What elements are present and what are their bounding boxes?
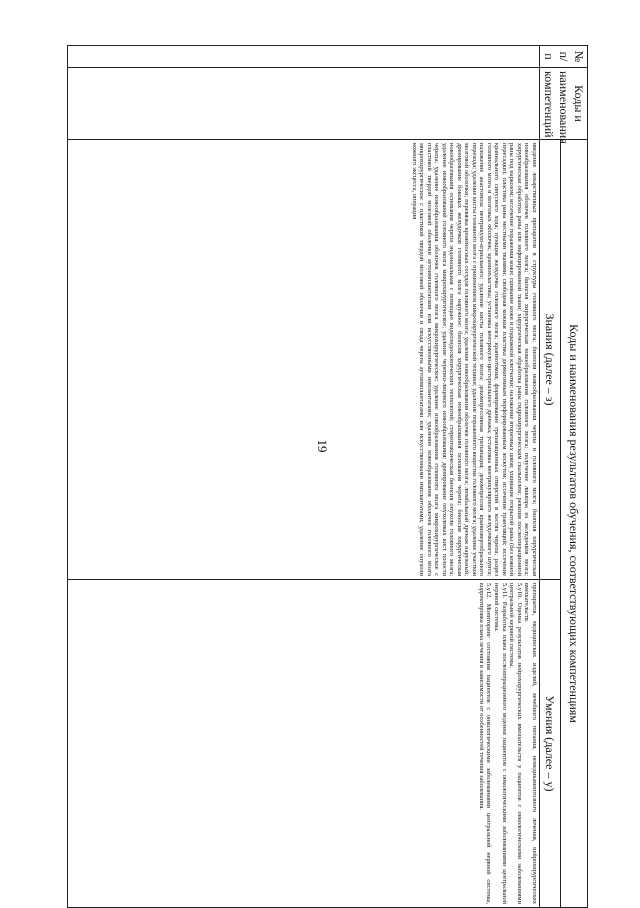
knowledge-text: введение лекарственных препаратов в структуры головного мозга; биопсия новообразования черепа и головного мозга; биопсия хирургическая новообразования оболочек головного мозга; биопсия хирургическая новообразования головного мозга; получение ликвора из желудочков мозга; хирургическая обработка раны или инфицированной ткани; хирургическая обработка раны гидрохирургическим скальпелем; ревизия послеоперационной раны под наркозом; иссечение поражения кожи; сшивание кожи и подкожной клетчатки; наложение вторичных швов; ушивание открытой раны (без кожной пересадки); пластика раны местными тканями; свободная кожная пластика дерматомным перфорированным лоскутом; иссечение грануляций; иссечение краниального синусного хода; пункция желудочка головного мозга; краниотомия; формирование трепанационных отверстий в костях черепа; разрез головного мозга и мозговых оболочек; краниопластика; установка вентрикуло-цистернального дренажа; установка вентрикулярного желудочкового шунта; наложение анастомоза вентрикуло-атриального; удаление кисты головного мозга; декомпрессивная трепанация; декомпрессия краниовертебрального перехода; удаление кисты головного мозга с применением микрохирургической техники; удаление пораженного вещества головного мозга; удаление участков мозговой оболочки; перевязка кровеносных сосудов головного мозга; удаление новообразования оболочек головного мозга; люмбальный дренаж наружный; дренирование боковых желудочков головного мозга наружное; биопсия хирургическая новообразования основания черепа; биопсия хирургическая новообразования основания черепа эндоназальная с помощью видеоэндоскопических технологий; стереотаксическая биопсия опухоли головного мозга; удаление новообразований головного мозга микрохирургическое; удаление черепно-лицевого новообразования; дренирование опухолевых кист полости черепа; удаление новообразования оболочек головного мозга микрохирургическое; удаление новообразования головного мозга микрохирургическое с пластикой твердой мозговой оболочки аутоимплантатами или искусственными имплантатами; удаление новообразования оболочек головного мозга микрохирургическое с пластикой твердой мозговой оболочки и свода черепа аутоимплантатами или искусственными имплантатами; удаление опухоли кожного эксцесса, операция [411,143,538,576]
knowledge-cell [68,140,540,580]
competency-table [67,45,588,908]
skills-cell [68,580,540,908]
header-learning-results: Коды и наименования результатов обучения, соответствующих компетенциям [560,140,587,908]
header-skills: Умения (далее – у) [540,580,561,908]
skill-line: 5.у11. Разработка плана послеоперационного ведения пациентов с онкологическими заболеваниями центральной нервной системы. [493,583,508,905]
skill-line: 5.у12. Мониторинг состояния пациентов с онкологическими заболеваниями центральной нервной системы, корректировка плана лечения в зависимости от особенностей течения заболевания. [477,583,493,905]
header-number: № п/п [540,46,588,68]
skill-line: 5.у10. Оценка результатов нейрохирургических вмешательств у пациентов с онкологическими заболеваниями центральной нервной системы. [508,583,523,905]
header-knowledge: Знания (далее – з) [540,140,561,580]
skill-line: препаратов, медицинских изделий, лечебного питания, немедикаментозного лечения, нейрохирургических вмешательств. [523,583,538,905]
row-code-cell [68,68,540,140]
competency-table-sheet [67,45,588,907]
row-number-cell [68,46,540,68]
page-number: 19 [315,439,330,453]
header-competency-codes: Коды и наименования компетенций [540,68,588,140]
table-row [68,46,540,908]
